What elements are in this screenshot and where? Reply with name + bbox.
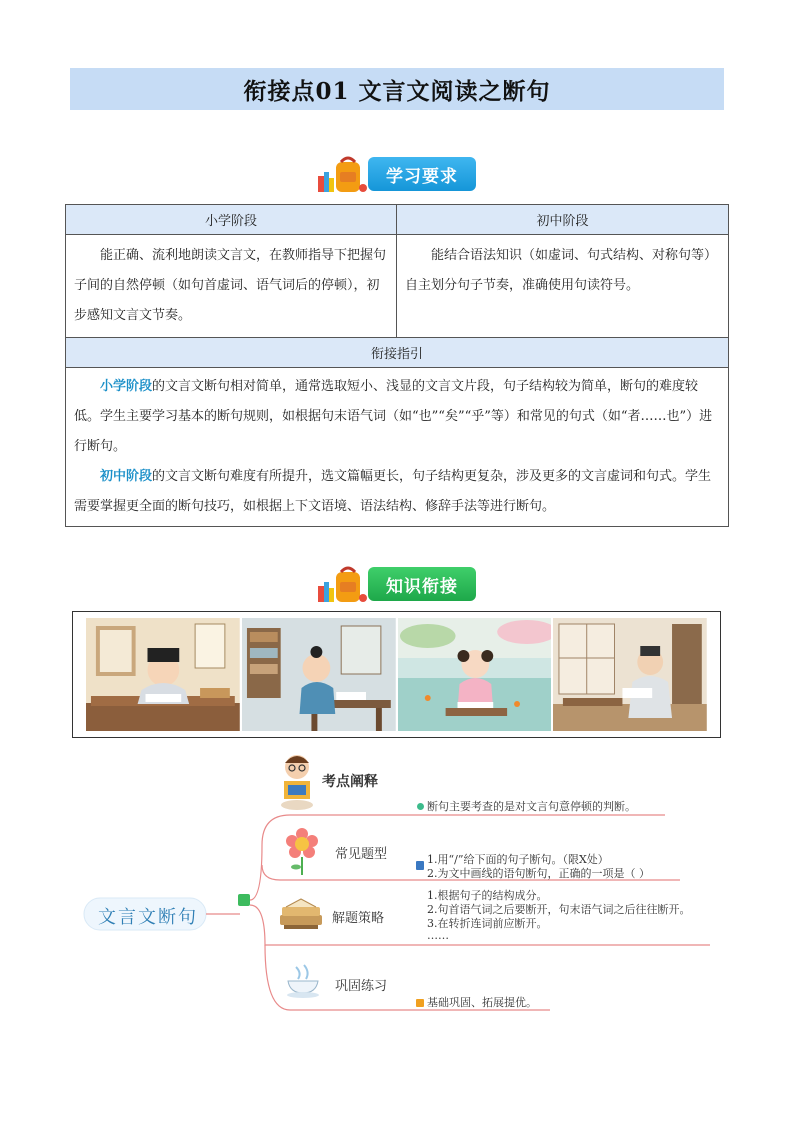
illustration-scholar-writing (86, 618, 240, 731)
note-explain-1: 断句主要考查的是对文言句意停顿的判断。 (427, 800, 636, 813)
highlight-junior: 初中阶段 (100, 469, 153, 484)
note-strategy-2: 2.句首语气词之后要断开，句末语气词之后往往断开。 (427, 903, 691, 916)
note-strategy-4: …… (427, 929, 449, 942)
mindmap (80, 745, 720, 1025)
note-types-1: 1.用“/”给下面的句子断句。（限X处） (427, 853, 609, 866)
junior-requirement: 能结合语法知识（如虚词、句式结构、对称句等）自主划分句子节奏，准确使用句读符号。 (397, 235, 729, 338)
illustration-strip (72, 611, 721, 738)
school-bag-icon (316, 154, 368, 194)
note-strategy-1: 1.根据句子的结构成分。 (427, 889, 548, 902)
section-badge-knowledge (316, 564, 476, 604)
illustration-boy-reading (242, 618, 396, 731)
bullet-icon (417, 803, 424, 810)
note-strategy-3: 3.在转折连词前应断开。 (427, 917, 548, 930)
branch-label-types: 常见题型 (335, 847, 388, 862)
branch-label-strategy: 解题策略 (332, 911, 385, 926)
column-header-primary: 小学阶段 (66, 205, 397, 235)
illustration-man-reading (553, 618, 707, 731)
user-bullet-icon (416, 861, 424, 870)
highlight-primary: 小学阶段 (100, 379, 153, 394)
guide-content (66, 368, 729, 527)
note-types-2: 2.为文中画线的语句断句，正确的一项是（ ） (427, 867, 650, 880)
guide-paragraph-primary (74, 372, 720, 462)
requirements-table (65, 204, 729, 527)
books-icon (276, 897, 326, 935)
guide-title: 衔接指引 (66, 338, 729, 368)
branch-label-explain: 考点阐释 (322, 774, 378, 790)
mindmap-lines (80, 745, 720, 1025)
reading-child-icon (276, 751, 318, 815)
guide-paragraph-junior (74, 462, 720, 522)
requirements-label: 学习要求 (368, 157, 476, 191)
branch-label-practice: 巩固练习 (335, 979, 388, 994)
section-badge-requirements (316, 154, 476, 194)
guide-text-primary: 的文言文断句相对简单，通常选取短小、浅显的文言文片段，句子结构较为简单，断句的难度较低。学生主要学习基本的断句规则，如根据句末语气词（如“也”“矣”“乎”等）和常见的句式（如“者……也”）进行断句。 (74, 379, 713, 454)
school-bag-icon (316, 564, 368, 604)
column-header-junior: 初中阶段 (397, 205, 729, 235)
page-title: 衔接点01 文言文阅读之断句 (243, 77, 551, 105)
square-bullet-icon (416, 999, 424, 1007)
guide-text-junior: 的文言文断句难度有所提升，选文篇幅更长，句子结构更复杂，涉及更多的文言虚词和句式。学生需要掌握更全面的断句技巧，如根据上下文语境、语法结构、修辞手法等进行断句。 (74, 469, 712, 514)
primary-requirement: 能正确、流利地朗读文言文，在教师指导下把握句子间的自然停顿（如句首虚词、语气词后的停顿），初步感知文言文节奏。 (66, 235, 397, 338)
mindmap-root: 文言文断句 (98, 907, 198, 928)
title-bar (70, 68, 724, 110)
knowledge-label: 知识衔接 (368, 567, 476, 601)
illustration-girl-garden (398, 618, 552, 731)
flower-icon (285, 827, 319, 881)
note-practice-1: 基础巩固、拓展提优。 (427, 996, 537, 1009)
teacup-icon (284, 963, 322, 1003)
